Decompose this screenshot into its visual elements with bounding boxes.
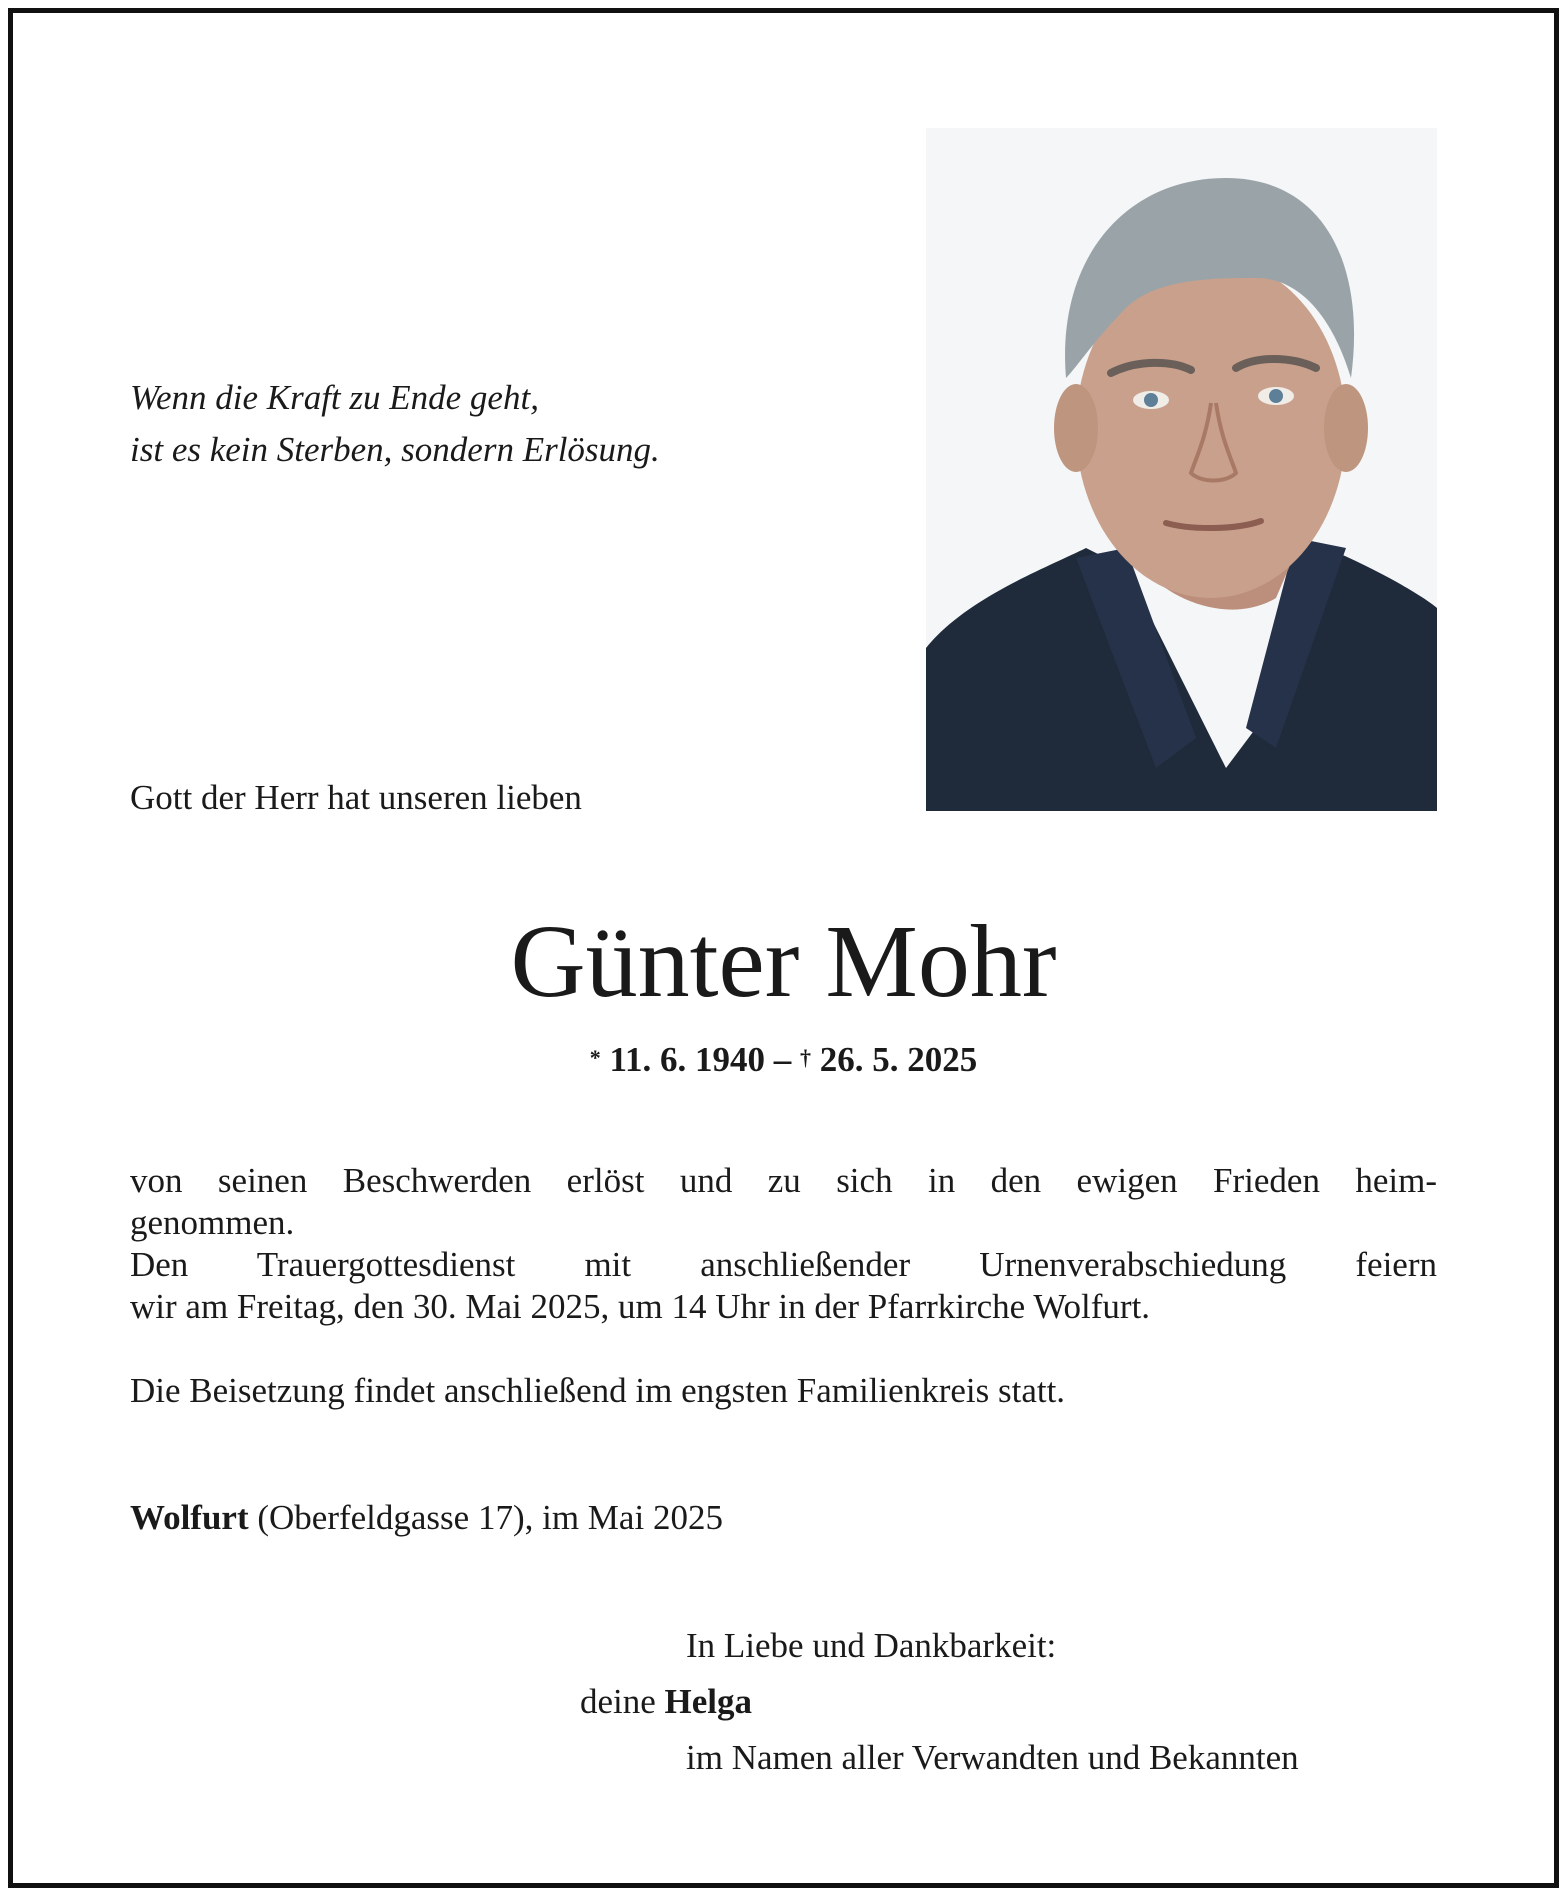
intro-text: Gott der Herr hat unseren lieben bbox=[130, 778, 582, 817]
date-separator: – bbox=[773, 1040, 792, 1079]
deceased-name: Günter Mohr bbox=[510, 904, 1057, 1019]
body-line: Die Beisetzung findet anschließend im engsten Familienkreis statt. bbox=[130, 1371, 1066, 1410]
quote-line-1: Wenn die Kraft zu Ende geht, bbox=[130, 378, 539, 417]
body-line: von seinen Beschwerden erlöst und zu sich in den ewigen Frieden heim- bbox=[130, 1161, 1437, 1200]
death-date: 26. 5. 2025 bbox=[819, 1040, 978, 1079]
life-dates bbox=[0, 1040, 1567, 1080]
portrait-photo bbox=[926, 128, 1437, 811]
birth-symbol: * bbox=[589, 1045, 601, 1070]
body-line: wir am Freitag, den 30. Mai 2025, um 14 Uhr in der Pfarrkirche Wolfurt. bbox=[130, 1287, 1151, 1326]
place-and-date bbox=[130, 1498, 723, 1538]
memorial-quote bbox=[130, 372, 660, 476]
body-line: genommen. bbox=[130, 1203, 295, 1242]
place-address: (Oberfeldgasse 17), im Mai 2025 bbox=[257, 1498, 723, 1537]
place-town: Wolfurt bbox=[130, 1498, 249, 1537]
signature-name: Helga bbox=[664, 1682, 753, 1721]
signature-family: im Namen aller Verwandten und Bekannten bbox=[686, 1738, 1299, 1777]
quote-line-2: ist es kein Sterben, sondern Erlösung. bbox=[130, 430, 660, 469]
death-symbol: † bbox=[800, 1045, 812, 1070]
signature-name-line bbox=[580, 1682, 752, 1722]
signature-greeting: In Liebe und Dankbarkeit: bbox=[686, 1626, 1057, 1665]
announcement-body bbox=[130, 1160, 1437, 1412]
birth-date: 11. 6. 1940 bbox=[609, 1040, 766, 1079]
portrait-illustration bbox=[926, 128, 1437, 811]
body-line: Den Trauergottesdienst mit anschließender Urnenverabschiedung feiern bbox=[130, 1245, 1437, 1284]
paragraph-gap bbox=[130, 1328, 1437, 1370]
signature-prefix: deine bbox=[580, 1682, 656, 1721]
